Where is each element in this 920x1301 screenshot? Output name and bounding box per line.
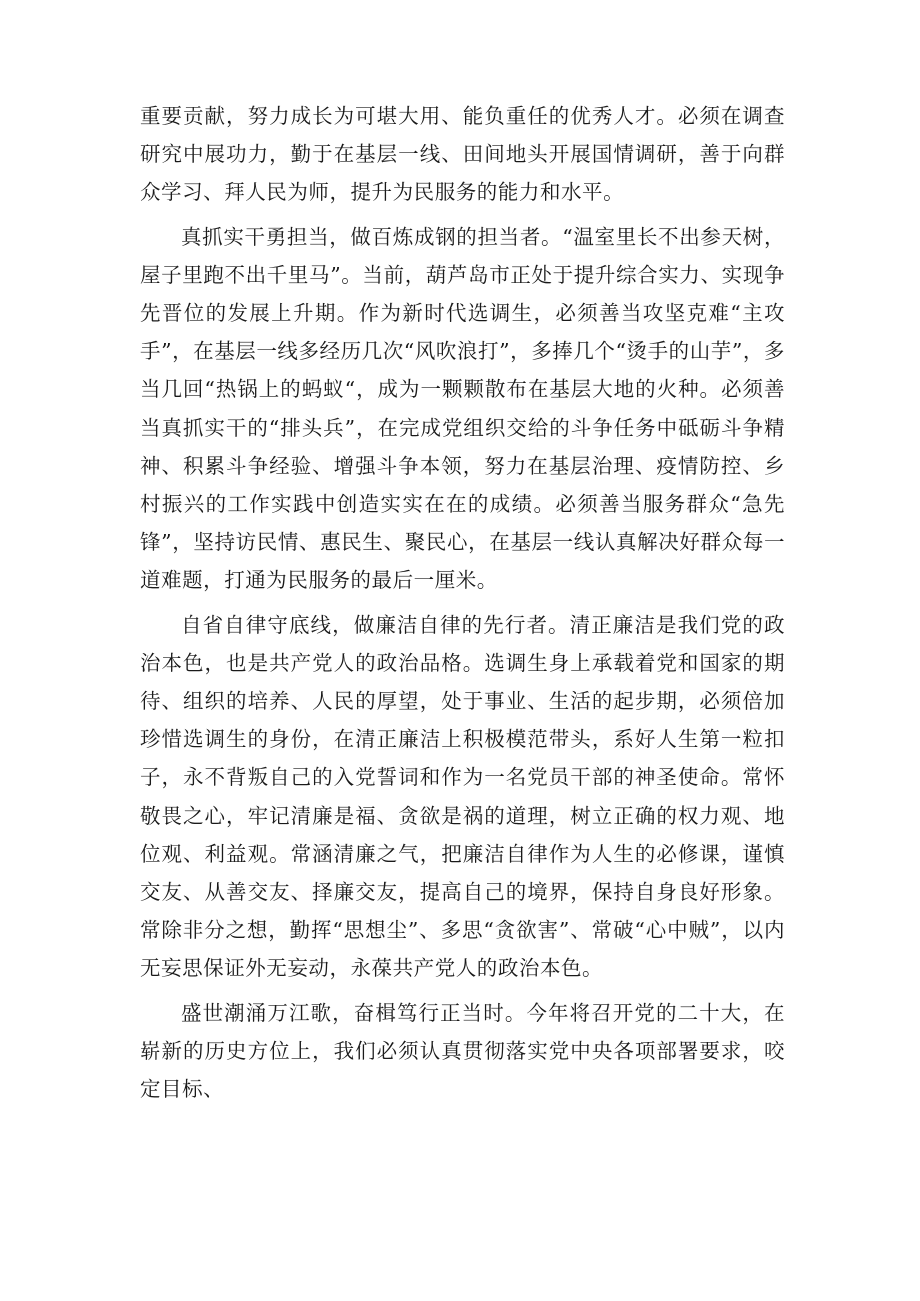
paragraph-self-discipline: 自省自律守底线，做廉洁自律的先行者。清正廉洁是我们党的政治本色，也是共产党人的政治品格。选调生身上承载着党和国家的期待、组织的培养、人民的厚望，处于事业、生活的起步期，必须倍加珍惜选调生的身份，在清正廉洁上积极模范带头，系好人生第一粒扣子，永不背叛自己的入党誓词和作为一名党员干部的神圣使命。常怀敬畏之心，牢记清廉是福、贪欲是祸的道理，树立正确的权力观、地位观、利益观。常涵清廉之气，把廉洁自律作为人生的必修课，谨慎交友、从善交友、择廉交友，提高自己的境界，保持自身良好形象。常除非分之想，勤挥“思想尘”、多思“贪欲害”、常破“心中贼”，以内无妄思保证外无妄动，永葆共产党人的政治本色。 (140, 612, 785, 981)
paragraph-take-responsibility: 真抓实干勇担当，做百炼成钢的担当者。“温室里长不出参天树，屋子里跑不出千里马”。当前，葫芦岛市正处于提升综合实力、实现争先晋位的发展上升期。作为新时代选调生，必须善当攻坚克难“主攻手”，在基层一线多经历几次“风吹浪打”，多捧几个“烫手的山芋”，多当几回“热锅上的蚂蚁“，成为一颗颗散布在基层大地的火种。必须善当真抓实干的“排头兵”，在完成党组织交给的斗争任务中砥砺斗争精神、积累斗争经验、增强斗争本领，努力在基层治理、疫情防控、乡村振兴的工作实践中创造实实在在的成绩。必须善当服务群众“急先锋”，坚持访民情、惠民生、聚民心，在基层一线认真解决好群众每一道难题，打通为民服务的最后一厘米。 (140, 224, 785, 593)
document-body (140, 97, 785, 1108)
paragraph-conclusion: 盛世潮涌万江歌，奋楫笃行正当时。今年将召开党的二十大，在崭新的历史方位上，我们必须认真贯彻落实党中央各项部署要求，咬定目标、 (140, 1000, 785, 1102)
paragraph-continuation: 重要贡献，努力成长为可堪大用、能负重任的优秀人才。必须在调查研究中展功力，勤于在基层一线、田间地头开展国情调研，善于向群众学习、拜人民为师，提升为民服务的能力和水平。 (140, 104, 785, 205)
